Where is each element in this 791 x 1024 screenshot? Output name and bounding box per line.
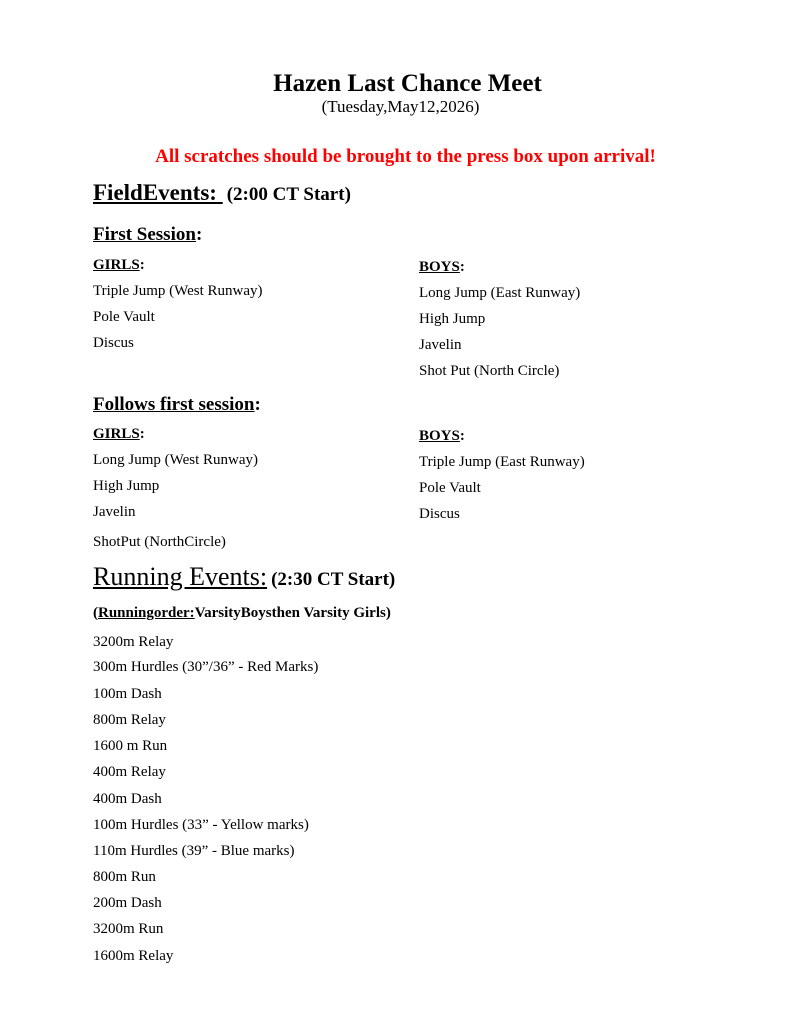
first-boys-event: Javelin [419,337,462,353]
first-girls-event: Discus [93,335,134,351]
first-girls-event: Triple Jump (West Runway) [93,283,263,299]
second-session-title: Follows first session [93,394,255,415]
running-event: 3200m Relay [93,634,174,650]
running-order-note [93,605,391,622]
second-girls-label-colon: : [139,426,145,442]
running-event: 1600 m Run [93,738,168,754]
running-event: 800m Run [93,869,156,885]
second-session-colon: : [254,394,261,415]
second-boys-event: Discus [419,506,460,522]
running-event: 300m Hurdles (30”/36” - Red Marks) [93,659,319,675]
first-girls-event: Pole Vault [93,309,155,325]
first-girls-label-text: GIRLS [93,257,140,273]
first-boys-event: Shot Put (North Circle) [419,363,560,379]
second-boys-event: Triple Jump (East Runway) [419,454,585,470]
meet-date: (Tuesday,May12,2026) [321,97,480,116]
running-order-text: VarsityBoysthen Varsity Girls) [194,605,391,621]
first-session-heading [93,224,202,246]
second-boys-label-colon: : [459,428,465,444]
scratch-notice: All scratches should be brought to the press box upon arrival! [155,146,656,167]
second-girls-label [93,426,145,443]
field-events-heading [93,180,351,206]
second-session-heading [93,394,261,416]
running-event: 100m Dash [93,686,162,702]
running-event: 1600m Relay [93,948,174,964]
first-session-colon: : [195,224,203,245]
first-session-title: First Session [93,224,196,245]
second-girls-label-text: GIRLS [93,426,140,442]
running-event: 3200m Run [93,921,164,937]
second-boys-event: Pole Vault [419,480,481,496]
running-events-heading [93,562,395,592]
running-events-title: Running Events: [93,562,268,591]
second-girls-event: ShotPut (NorthCircle) [93,534,226,550]
first-boys-label [419,259,465,276]
first-boys-event: Long Jump (East Runway) [419,285,581,301]
field-events-start: (2:00 CT Start) [226,184,351,205]
first-boys-label-colon: : [459,259,465,275]
first-girls-label [93,257,145,274]
second-girls-event: Long Jump (West Runway) [93,452,259,468]
second-girls-event: High Jump [93,478,160,494]
second-boys-label [419,428,465,445]
running-event: 400m Relay [93,764,166,780]
running-event: 110m Hurdles (39” - Blue marks) [93,843,295,859]
running-order-label: Runningorder: [98,605,195,621]
running-event: 100m Hurdles (33” - Yellow marks) [93,817,309,833]
second-boys-label-text: BOYS [419,428,460,444]
running-event: 400m Dash [93,791,162,807]
field-events-title: FieldEvents: [93,180,223,205]
first-boys-event: High Jump [419,311,486,327]
running-event: 800m Relay [93,712,166,728]
first-boys-label-text: BOYS [419,259,460,275]
page-title: Hazen Last Chance Meet [273,70,542,97]
running-events-start: (2:30 CT Start) [271,569,396,590]
second-girls-event: Javelin [93,504,136,520]
running-order-open: ( [93,605,98,621]
first-girls-label-colon: : [139,257,145,273]
running-event: 200m Dash [93,895,162,911]
